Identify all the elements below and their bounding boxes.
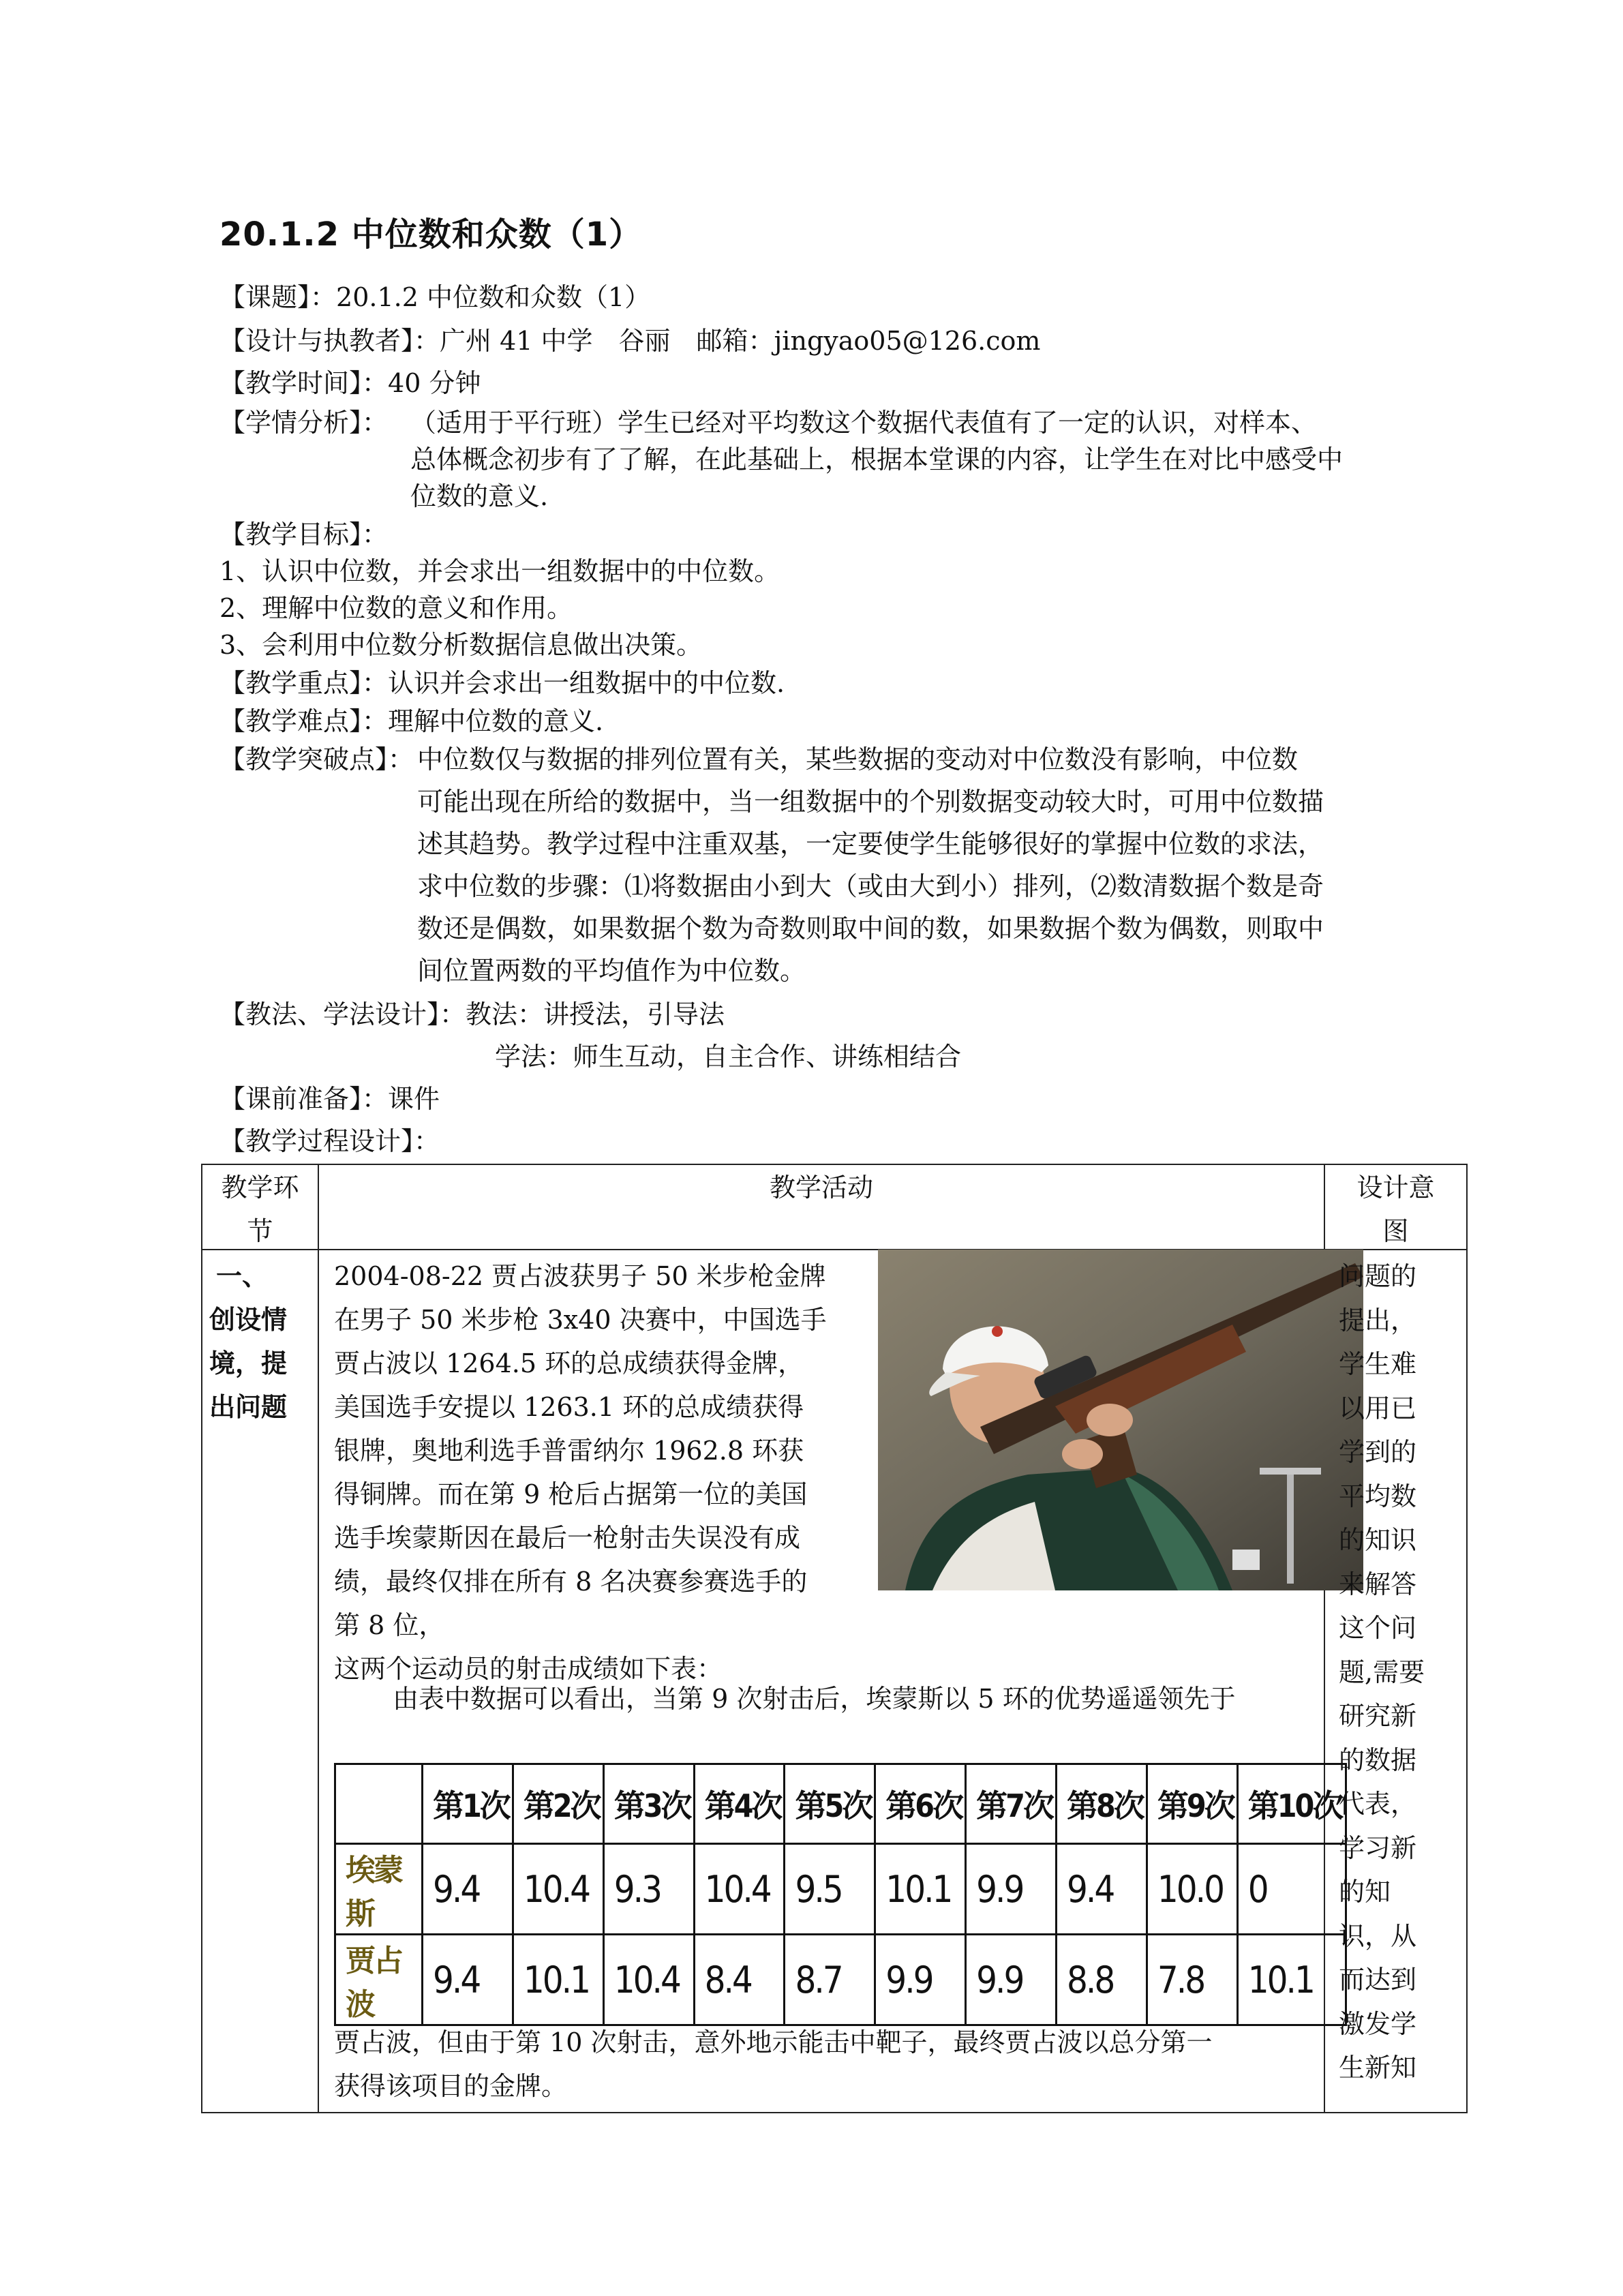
activity-line: 2004-08-22 贾占波获男子 50 米步枪金牌 xyxy=(334,1261,826,1291)
method-label: 【教法、学法设计】： xyxy=(219,999,466,1029)
score-header: 第5次 xyxy=(785,1764,875,1844)
diff-text: 理解中位数的意义. xyxy=(388,706,604,736)
score-header: 第9次 xyxy=(1147,1764,1237,1844)
score-cell: 10.4 xyxy=(513,1844,603,1935)
meta-topic xyxy=(219,278,650,316)
score-cell: 9.4 xyxy=(423,1844,513,1935)
score-header: 第6次 xyxy=(875,1764,966,1844)
activity-line: 选手埃蒙斯因在最后一枪射击失误没有成 xyxy=(334,1523,801,1553)
analysis-line: 总体概念初步有了了解，在此基础上，根据本堂课的内容，让学生在对比中感受中 xyxy=(410,444,1344,474)
activity-tail-line: 贾占波，但由于第 10 次射击，意外地示能击中靶子，最终贾占波以总分第一 xyxy=(334,2027,1213,2057)
score-cell: 9.3 xyxy=(603,1844,694,1935)
score-cell: 8.7 xyxy=(785,1935,875,2025)
score-cell: 10.1 xyxy=(1237,1935,1346,2025)
design-line: 问题的 xyxy=(1339,1261,1417,1291)
score-header-row xyxy=(335,1764,1346,1844)
score-header: 第1次 xyxy=(423,1764,513,1844)
design-line: 激发学 xyxy=(1339,2008,1417,2039)
score-cell: 9.4 xyxy=(423,1935,513,2025)
goal-item: 3、会利用中位数分析数据信息做出决策。 xyxy=(219,630,703,660)
goals-label: 【教学目标】： xyxy=(219,519,389,549)
design-line: 来解答 xyxy=(1339,1569,1417,1599)
score-cell: 9.5 xyxy=(785,1844,875,1935)
score-cell: 10.4 xyxy=(603,1935,694,2025)
header-design xyxy=(1325,1166,1466,1253)
design-line: 提出， xyxy=(1339,1305,1417,1335)
key-label: 【教学重点】： xyxy=(219,668,389,698)
meta-text: 20.1.2 中位数和众数（1） xyxy=(336,282,651,312)
page-title: 20.1.2 中位数和众数（1） xyxy=(219,215,643,254)
goal-item: 1、认识中位数，并会求出一组数据中的中位数。 xyxy=(219,556,780,586)
analysis-line: （适用于平行班）学生已经对平均数这个数据代表值有了一定的认识，对样本、 xyxy=(410,408,1318,438)
design-line: 以用已 xyxy=(1339,1393,1417,1423)
stage-cell xyxy=(209,1254,312,1429)
score-cell: 9.4 xyxy=(1057,1844,1147,1935)
score-cell: 9.9 xyxy=(966,1844,1057,1935)
design-line: 学习新 xyxy=(1339,1832,1417,1863)
break-line: 求中位数的步骤：⑴将数据由小到大（或由大到小）排列，⑵数清数据个数是奇 xyxy=(417,871,1324,901)
method-teach: 教法：讲授法，引导法 xyxy=(466,999,725,1029)
meta-text: 广州 41 中学 谷丽 邮箱：jingyao05@126.com xyxy=(440,326,1041,356)
header-activity: 教学活动 xyxy=(769,1173,873,1203)
analysis-label: 【学情分析】： xyxy=(219,408,389,438)
activity-line: 得铜牌。而在第 9 枪后占据第一位的美国 xyxy=(334,1479,808,1509)
meta-label: 【设计与执教者】： xyxy=(219,326,440,356)
design-line: 的数据 xyxy=(1339,1744,1417,1775)
design-line: 这个问 xyxy=(1339,1613,1417,1643)
score-corner xyxy=(335,1764,423,1844)
design-line: 的知 xyxy=(1339,1877,1391,1907)
design-line: 的知识 xyxy=(1339,1525,1417,1555)
score-cell: 9.9 xyxy=(966,1935,1057,2025)
meta-author xyxy=(219,322,1040,360)
score-header: 第2次 xyxy=(513,1764,603,1844)
method xyxy=(219,995,725,1033)
score-header: 第8次 xyxy=(1057,1764,1147,1844)
break-line: 数还是偶数，如果数据个数为奇数则取中间的数，如果数据个数为偶数，则取中 xyxy=(417,913,1324,943)
design-line: 代表， xyxy=(1339,1789,1417,1819)
design-line: 研究新 xyxy=(1339,1701,1417,1731)
score-cell: 10.1 xyxy=(875,1844,966,1935)
design-line: 而达到 xyxy=(1339,1965,1417,1995)
activity-line: 这两个运动员的射击成绩如下表： xyxy=(334,1654,723,1684)
prep-label: 【课前准备】： xyxy=(219,1084,389,1114)
stage-line: 出问题 xyxy=(209,1392,288,1422)
activity-lines xyxy=(334,1254,879,1691)
table-col-divider xyxy=(318,1164,319,2113)
activity-line: 在男子 50 米步枪 3x40 决赛中，中国选手 xyxy=(334,1305,827,1335)
break-line: 可能出现在所给的数据中，当一组数据中的个别数据变动较大时，可用中位数描 xyxy=(417,787,1324,817)
meta-label: 【课题】： xyxy=(219,282,337,312)
design-intent xyxy=(1339,1254,1461,2090)
score-row xyxy=(335,1935,1346,2025)
shooter-photo xyxy=(878,1250,1363,1590)
goal-item: 2、理解中位数的意义和作用。 xyxy=(219,593,573,623)
design-line: 学生难 xyxy=(1339,1349,1417,1379)
difficulty xyxy=(219,702,603,740)
score-cell: 8.4 xyxy=(694,1935,785,2025)
design-line: 生新知 xyxy=(1339,2053,1417,2083)
design-line: 题,需要 xyxy=(1339,1657,1425,1687)
header-design-line: 图 xyxy=(1382,1216,1409,1246)
header-stage-line: 教学环 xyxy=(221,1173,299,1203)
method-learn: 学法：师生互动，自主合作、讲练相结合 xyxy=(495,1042,962,1072)
break-line: 述其趋势。教学过程中注重双基，一定要使学生能够很好的掌握中位数的求法， xyxy=(417,829,1324,859)
score-cell: 9.9 xyxy=(875,1935,966,2025)
activity-line: 贾占波以 1264.5 环的总成绩获得金牌， xyxy=(334,1348,804,1378)
score-header: 第7次 xyxy=(966,1764,1057,1844)
score-athlete: 贾占波 xyxy=(335,1935,423,2025)
score-cell: 8.8 xyxy=(1057,1935,1147,2025)
score-cell: 10.4 xyxy=(694,1844,785,1935)
meta-time xyxy=(219,364,481,402)
score-cell: 10.1 xyxy=(513,1935,603,2025)
prep-text: 课件 xyxy=(388,1084,440,1114)
stage-line: 一、 xyxy=(216,1261,269,1291)
design-line: 学到的 xyxy=(1339,1437,1417,1467)
stage-line: 创设情 xyxy=(209,1305,288,1335)
break-line: 间位置两数的平均值作为中位数。 xyxy=(417,956,806,986)
score-header: 第4次 xyxy=(694,1764,785,1844)
diff-label: 【教学难点】： xyxy=(219,706,389,736)
score-cell: 0 xyxy=(1237,1844,1346,1935)
header-stage xyxy=(202,1166,318,1253)
score-cell: 10.0 xyxy=(1147,1844,1237,1935)
score-table xyxy=(334,1763,1347,2026)
header-stage-line: 节 xyxy=(247,1216,273,1246)
analysis-line: 位数的意义. xyxy=(410,481,549,511)
process-label: 【教学过程设计】： xyxy=(219,1126,440,1156)
break-line: 中位数仅与数据的排列位置有关，某些数据的变动对中位数没有影响，中位数 xyxy=(417,744,1299,774)
score-athlete: 埃蒙斯 xyxy=(335,1844,423,1935)
break-label: 【教学突破点】： xyxy=(219,744,414,774)
meta-text: 40 分钟 xyxy=(388,368,481,398)
key-text: 认识并会求出一组数据中的中位数. xyxy=(388,668,785,698)
meta-label: 【教学时间】： xyxy=(219,368,389,398)
design-line: 识，从 xyxy=(1339,1920,1417,1951)
score-header: 第10次 xyxy=(1237,1764,1346,1844)
prep xyxy=(219,1080,440,1118)
activity-tail xyxy=(334,2021,1213,2108)
activity-line: 银牌，奥地利选手普雷纳尔 1962.8 环获 xyxy=(334,1436,804,1466)
key-point xyxy=(219,664,785,702)
design-line: 平均数 xyxy=(1339,1481,1417,1511)
activity-line: 绩，最终仅排在所有 8 名决赛参赛选手的 xyxy=(334,1567,808,1597)
score-cell: 7.8 xyxy=(1147,1935,1237,2025)
activity-line: 第 8 位， xyxy=(334,1610,445,1640)
header-design-line: 设计意 xyxy=(1356,1173,1435,1203)
activity-paragraph: 由表中数据可以看出，当第 9 次射击后，埃蒙斯以 5 环的优势遥遥领先于 xyxy=(393,1684,1236,1714)
stage-line: 境，提 xyxy=(209,1348,288,1378)
score-header: 第3次 xyxy=(603,1764,694,1844)
score-row xyxy=(335,1844,1346,1935)
activity-line: 美国选手安提以 1263.1 环的总成绩获得 xyxy=(334,1392,804,1422)
activity-tail-line: 获得该项目的金牌。 xyxy=(334,2071,568,2101)
